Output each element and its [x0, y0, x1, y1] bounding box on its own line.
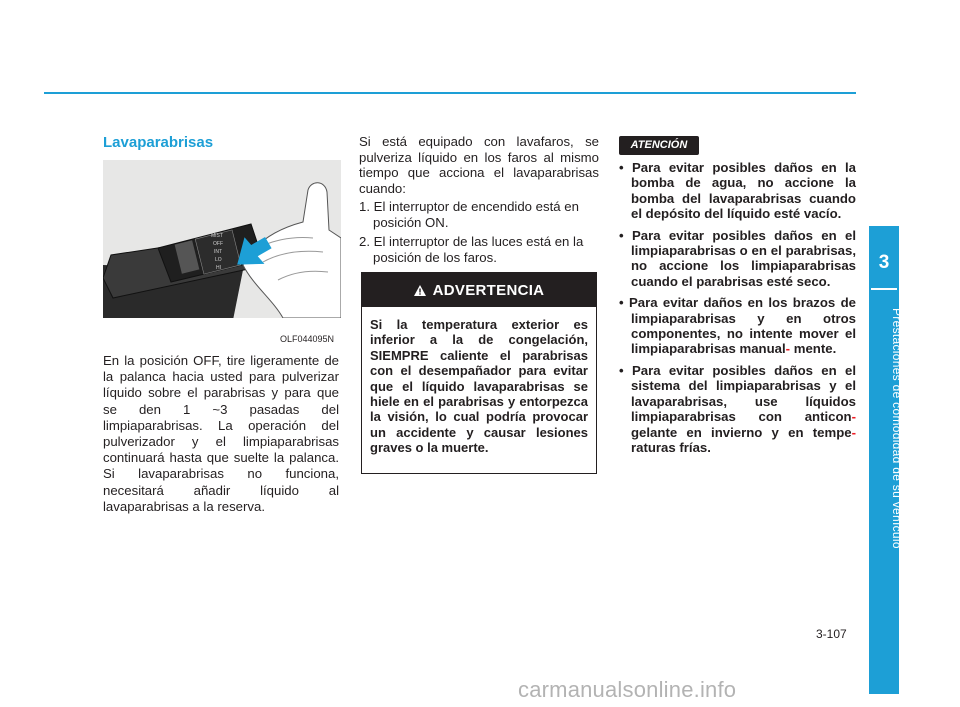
list-item: • Para evitar posibles daños en el limpiaparabrisas o en el parabrisas, no accione los limpiaparabrisas cuando el parabrisas esté seco. [619, 227, 857, 289]
caution-badge: ATENCIÓN [619, 136, 699, 155]
label-off: OFF [213, 241, 223, 247]
caution-list [619, 160, 856, 461]
top-rule [44, 92, 856, 94]
warning-title: ADVERTENCIA [432, 281, 545, 299]
conditions-list [359, 199, 599, 269]
page-number: 3-107 [816, 627, 847, 641]
chapter-side-tab[interactable] [869, 226, 904, 694]
chapter-title: Prestaciones de comodidad de su vehículo [890, 308, 904, 549]
wiper-lever-drawing [103, 160, 341, 318]
wiper-lever-illustration [103, 160, 341, 318]
list-item: • Para evitar posibles daños en el sistema del limpiaparabrisas y el lavaparabrisas, use líquidos limpiaparabrisas con anticon- gelante en invierno y en tempe- raturas frías. [619, 362, 857, 455]
list-item: • Para evitar daños en los brazos de limpiaparabrisas y en otros componentes, no intente mover el limpiaparabrisas manual- mente. [619, 295, 856, 357]
warning-body: Si la temperatura exterior es inferior a la de congelación, SIEMPRE caliente el parabrisas con el desempañador para evitar que el líquido lavaparabrisas se hiele en el parabrisas y entorpezca la visión, lo cual podría provocar un accidente y causar lesiones graves o la muerte. [370, 317, 588, 456]
list-item: • Para evitar posibles daños en la bomba de agua, no accione la bomba del lavaparabrisas cuando el depósito del líquido esté vacío. [619, 160, 857, 222]
label-hi: HI [216, 265, 221, 271]
headlamp-washer-intro: Si está equipado con lavafaros, se pulveriza líquido en los faros al mismo tiempo que acciona el lavaparabrisas cuando: [359, 134, 599, 196]
label-mist: MIST [211, 233, 223, 239]
list-item: 1. El interruptor de encendido está en posición ON. [359, 199, 579, 230]
hyphen-mark: - [785, 341, 791, 357]
label-int: INT [214, 249, 223, 255]
chapter-number: 3 [878, 252, 890, 273]
hyphen-mark: - [851, 409, 856, 425]
warning-box [361, 272, 597, 474]
section-title: Lavaparabrisas [103, 134, 214, 151]
section-body: En la posición OFF, tire ligeramente de la palanca hacia usted para pulverizar líquido sobre el parabrisas y para que se den 1 ~3 pasadas del limpiaparabrisas. La operación del pulverizador y el limpiaparabrisas continuará hasta que suelte la palanca. Si lavaparabrisas no funciona, necesitará añadir líquido al lavaparabrisas a la reserva. [103, 353, 339, 514]
hyphen-mark: - [851, 424, 856, 440]
warning-header [362, 273, 596, 307]
label-lo: LO [215, 257, 222, 263]
figure-code: OLF044095N [280, 334, 335, 344]
tab-divider [871, 288, 897, 290]
list-item: 2. El interruptor de las luces está en la posición de los faros. [359, 234, 584, 265]
warning-triangle-icon [414, 285, 426, 296]
watermark-link[interactable]: carmanualsonline.info [518, 677, 737, 702]
